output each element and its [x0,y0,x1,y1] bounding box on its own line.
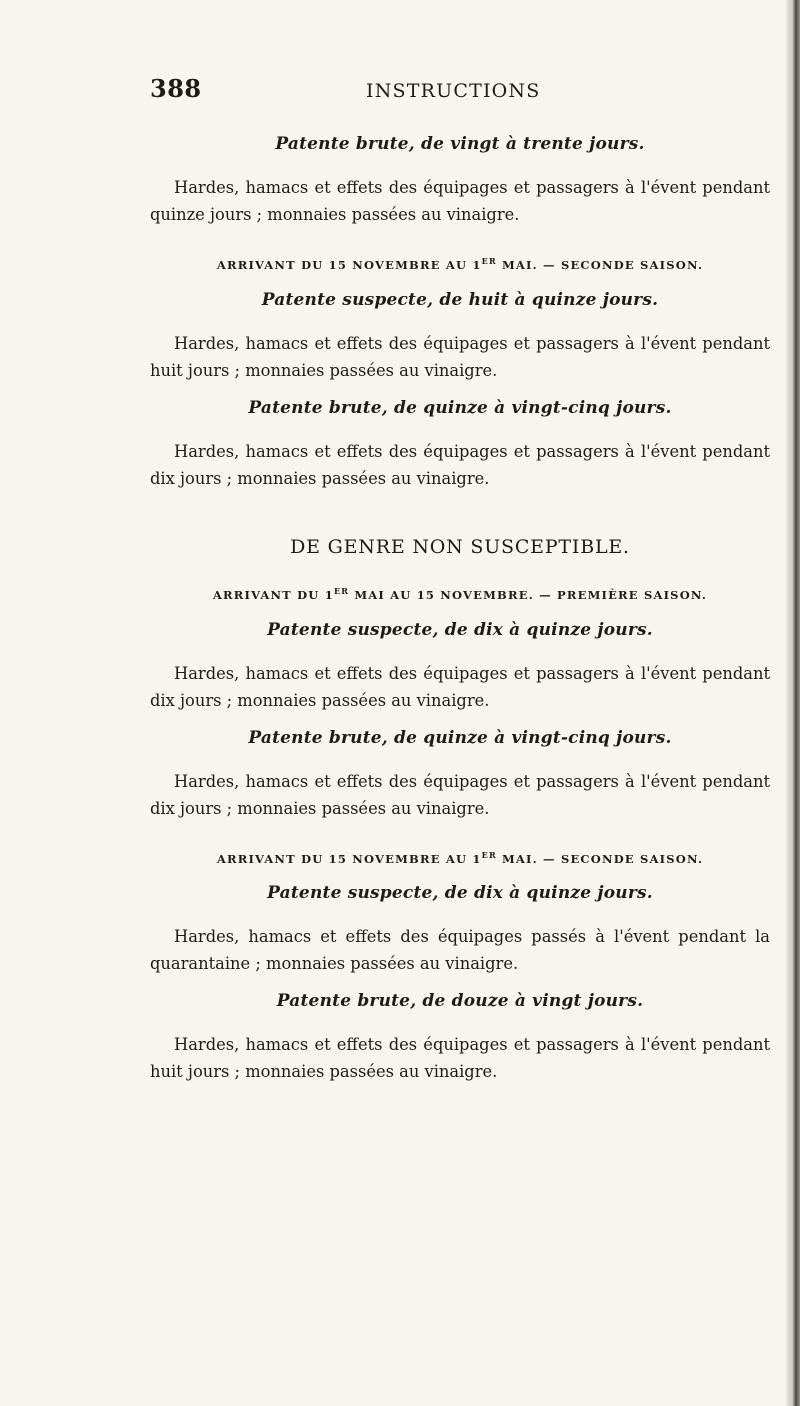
season-heading-text: MAI AU 15 NOVEMBRE. — PREMIÈRE SAISON. [349,587,708,602]
section-title: Patente brute, de douze à vingt jours. [276,991,644,1012]
paragraph: Hardes, hamacs et effets des équipages et passagers à l'évent pendant dix jours ; monnaies passées au vinaigre. [150,771,770,818]
season-heading-text: ARRIVANT DU 15 NOVEMBRE AU 1 [216,851,482,866]
section-title: Patente brute, de quinze à vingt-cinq jours. [248,397,672,418]
page-body [150,120,770,1093]
page-number: 388 [150,74,202,103]
paragraph: Hardes, hamacs et effets des équipages et passagers à l'évent pendant quinze jours ; monnaies passées au vinaigre. [150,178,770,224]
section-title: Patente brute, de vingt à trente jours. [275,134,645,154]
book-spine-edge [786,0,800,1406]
paragraph: Hardes, hamacs et effets des équipages et passagers à l'évent pendant dix jours ; monnaies passées au vinaigre. [150,441,770,488]
season-heading-sup: ER [333,585,350,596]
paragraph: Hardes, hamacs et effets des équipages et passagers à l'évent pendant huit jours ; monnaies passées au vinaigre. [150,333,770,380]
section-title: Patente suspecte, de huit à quinze jours. [261,289,659,310]
running-head: INSTRUCTIONS [366,80,541,102]
section-title: Patente suspecte, de dix à quinze jours. [267,883,653,904]
season-heading [150,256,770,272]
season-heading-sup: ER [481,849,497,860]
season-heading-text: MAI. — SECONDE SAISON. [496,851,704,866]
season-heading-text: MAI. — SECONDE SAISON. [496,257,704,272]
season-heading [150,586,770,602]
season-heading-text: ARRIVANT DU 1 [212,587,334,602]
paragraph: Hardes, hamacs et effets des équipages et passagers à l'évent pendant dix jours ; monnaies passées au vinaigre. [150,663,770,710]
genre-heading: DE GENRE NON SUSCEPTIBLE. [290,535,630,558]
section-title: Patente brute, de quinze à vingt-cinq jours. [248,727,672,748]
season-heading-sup: ER [481,256,497,266]
paragraph: Hardes, hamacs et effets des équipages passés à l'évent pendant la quarantaine ; monnaies passées au vinaigre. [150,927,770,974]
paragraph: Hardes, hamacs et effets des équipages et passagers à l'évent pendant huit jours ; monnaies passées au vinaigre. [150,1035,770,1082]
season-heading [150,850,770,866]
page-header [150,74,770,114]
season-heading-text: ARRIVANT DU 15 NOVEMBRE AU 1 [216,257,482,272]
section-title: Patente suspecte, de dix à quinze jours. [267,619,653,640]
